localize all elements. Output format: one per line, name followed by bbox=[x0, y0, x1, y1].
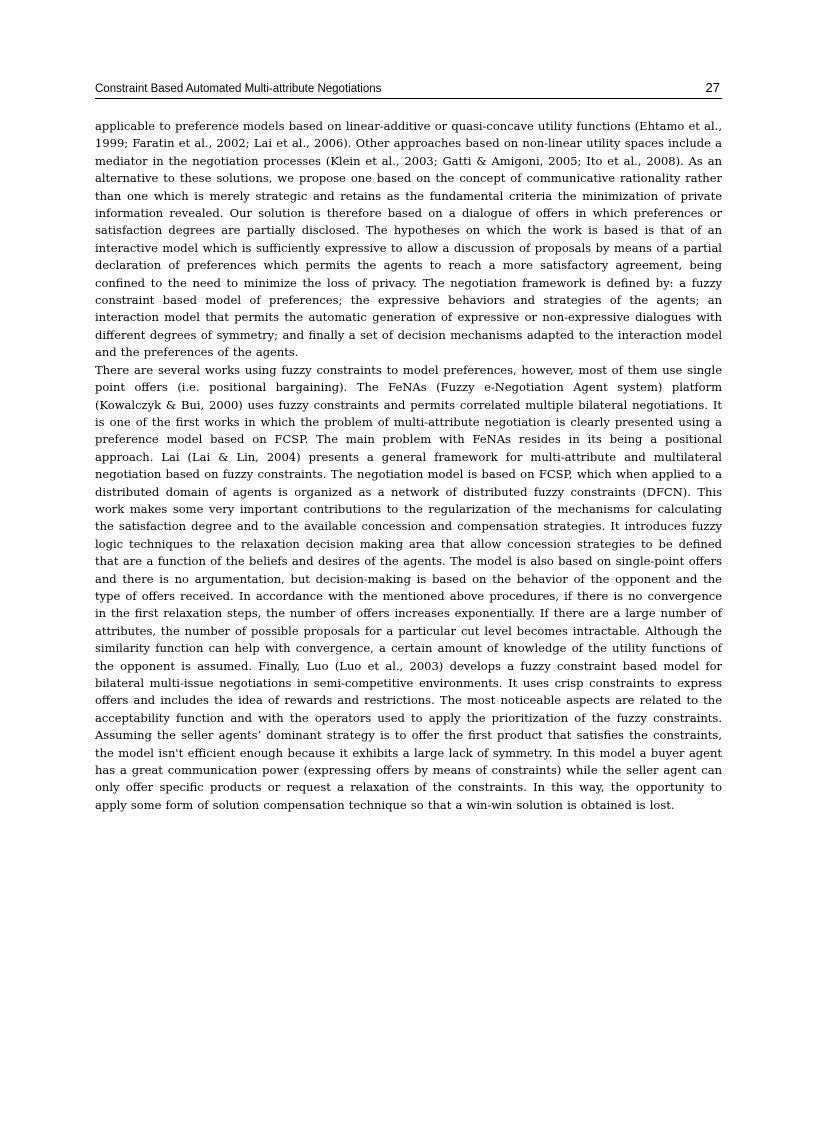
page-number: 27 bbox=[705, 80, 720, 95]
body-text bbox=[95, 118, 722, 814]
running-title: Constraint Based Automated Multi-attribute Negotiations bbox=[95, 83, 382, 95]
running-header bbox=[95, 80, 722, 99]
paragraph-1: applicable to preference models based on linear-additive or quasi-concave utility functions (Ehtamo et al., 1999; Faratin et al., 2002; Lai et al., 2006). Other approaches based on non-linear utility spaces include a mediator in the negotiation processes (Klein et al., 2003; Gatti & Amigoni, 2005; Ito et al., 2008). As an alternative to these solutions, we propose one based on the concept of communicative rationality rather than one which is merely strategic and retains as the fundamental criteria the minimization of private information revealed. Our solution is therefore based on a dialogue of offers in which preferences or satisfaction degrees are partially disclosed. The hypotheses on which the work is based is that of an interactive model which is sufficiently expressive to allow a discussion of proposals by means of a partial declaration of preferences which permits the agents to reach a more satisfactory agreement, being confined to the need to minimize the loss of privacy. The negotiation framework is defined by: a fuzzy constraint based model of preferences; the expressive behaviors and strategies of the agents; an interaction model that permits the automatic generation of expressive or non-expressive dialogues with different degrees of symmetry; and finally a set of decision mechanisms adapted to the interaction model and the preferences of the agents. bbox=[95, 119, 722, 360]
paragraph-2: There are several works using fuzzy constraints to model preferences, however, most of them use single point offers (i.e. positional bargaining). The FeNAs (Fuzzy e-Negotiation Agent system) platform (Kowalczyk & Bui, 2000) uses fuzzy constraints and permits correlated multiple bilateral negotiations. It is one of the first works in which the problem of multi-attribute negotiation is clearly presented using a preference model based on FCSP. The main problem with FeNAs resides in its being a positional approach. Lai (Lai & Lin, 2004) presents a general framework for multi-attribute and multilateral negotiation based on fuzzy constraints. The negotiation model is based on FCSP, which when applied to a distributed domain of agents is organized as a network of distributed fuzzy constraints (DFCN). This work makes some very important contributions to the regularization of the mechanisms for calculating the satisfaction degree and to the available concession and compensation strategies. It introduces fuzzy logic techniques to the relaxation decision making area that allow concession strategies to be defined that are a function of the beliefs and desires of the agents. The model is also based on single-point offers and there is no argumentation, but decision-making is based on the behavior of the opponent and the type of offers received. In accordance with the mentioned above procedures, if there is no convergence in the first relaxation steps, the number of offers increases exponentially. If there are a large number of attributes, the number of possible proposals for a particular cut level becomes intractable. Although the similarity function can help with convergence, a certain amount of knowledge of the utility functions of the opponent is assumed. Finally, Luo (Luo et al., 2003) develops a fuzzy constraint based model for bilateral multi-issue negotiations in semi-competitive environments. It uses crisp constraints to express offers and includes the idea of rewards and restrictions. The most noticeable aspects are related to the acceptability function and with the operators used to apply the prioritization of the fuzzy constraints. Assuming the seller agents’ dominant strategy is to offer the first product that satisfies the constraints, the model isn't efficient enough because it exhibits a large lack of symmetry. In this model a buyer agent has a great communication power (expressing offers by means of constraints) while the seller agent can only offer specific products or request a relaxation of the constraints. In this way, the opportunity to apply some form of solution compensation technique so that a win-win solution is obtained is lost. bbox=[95, 362, 722, 812]
